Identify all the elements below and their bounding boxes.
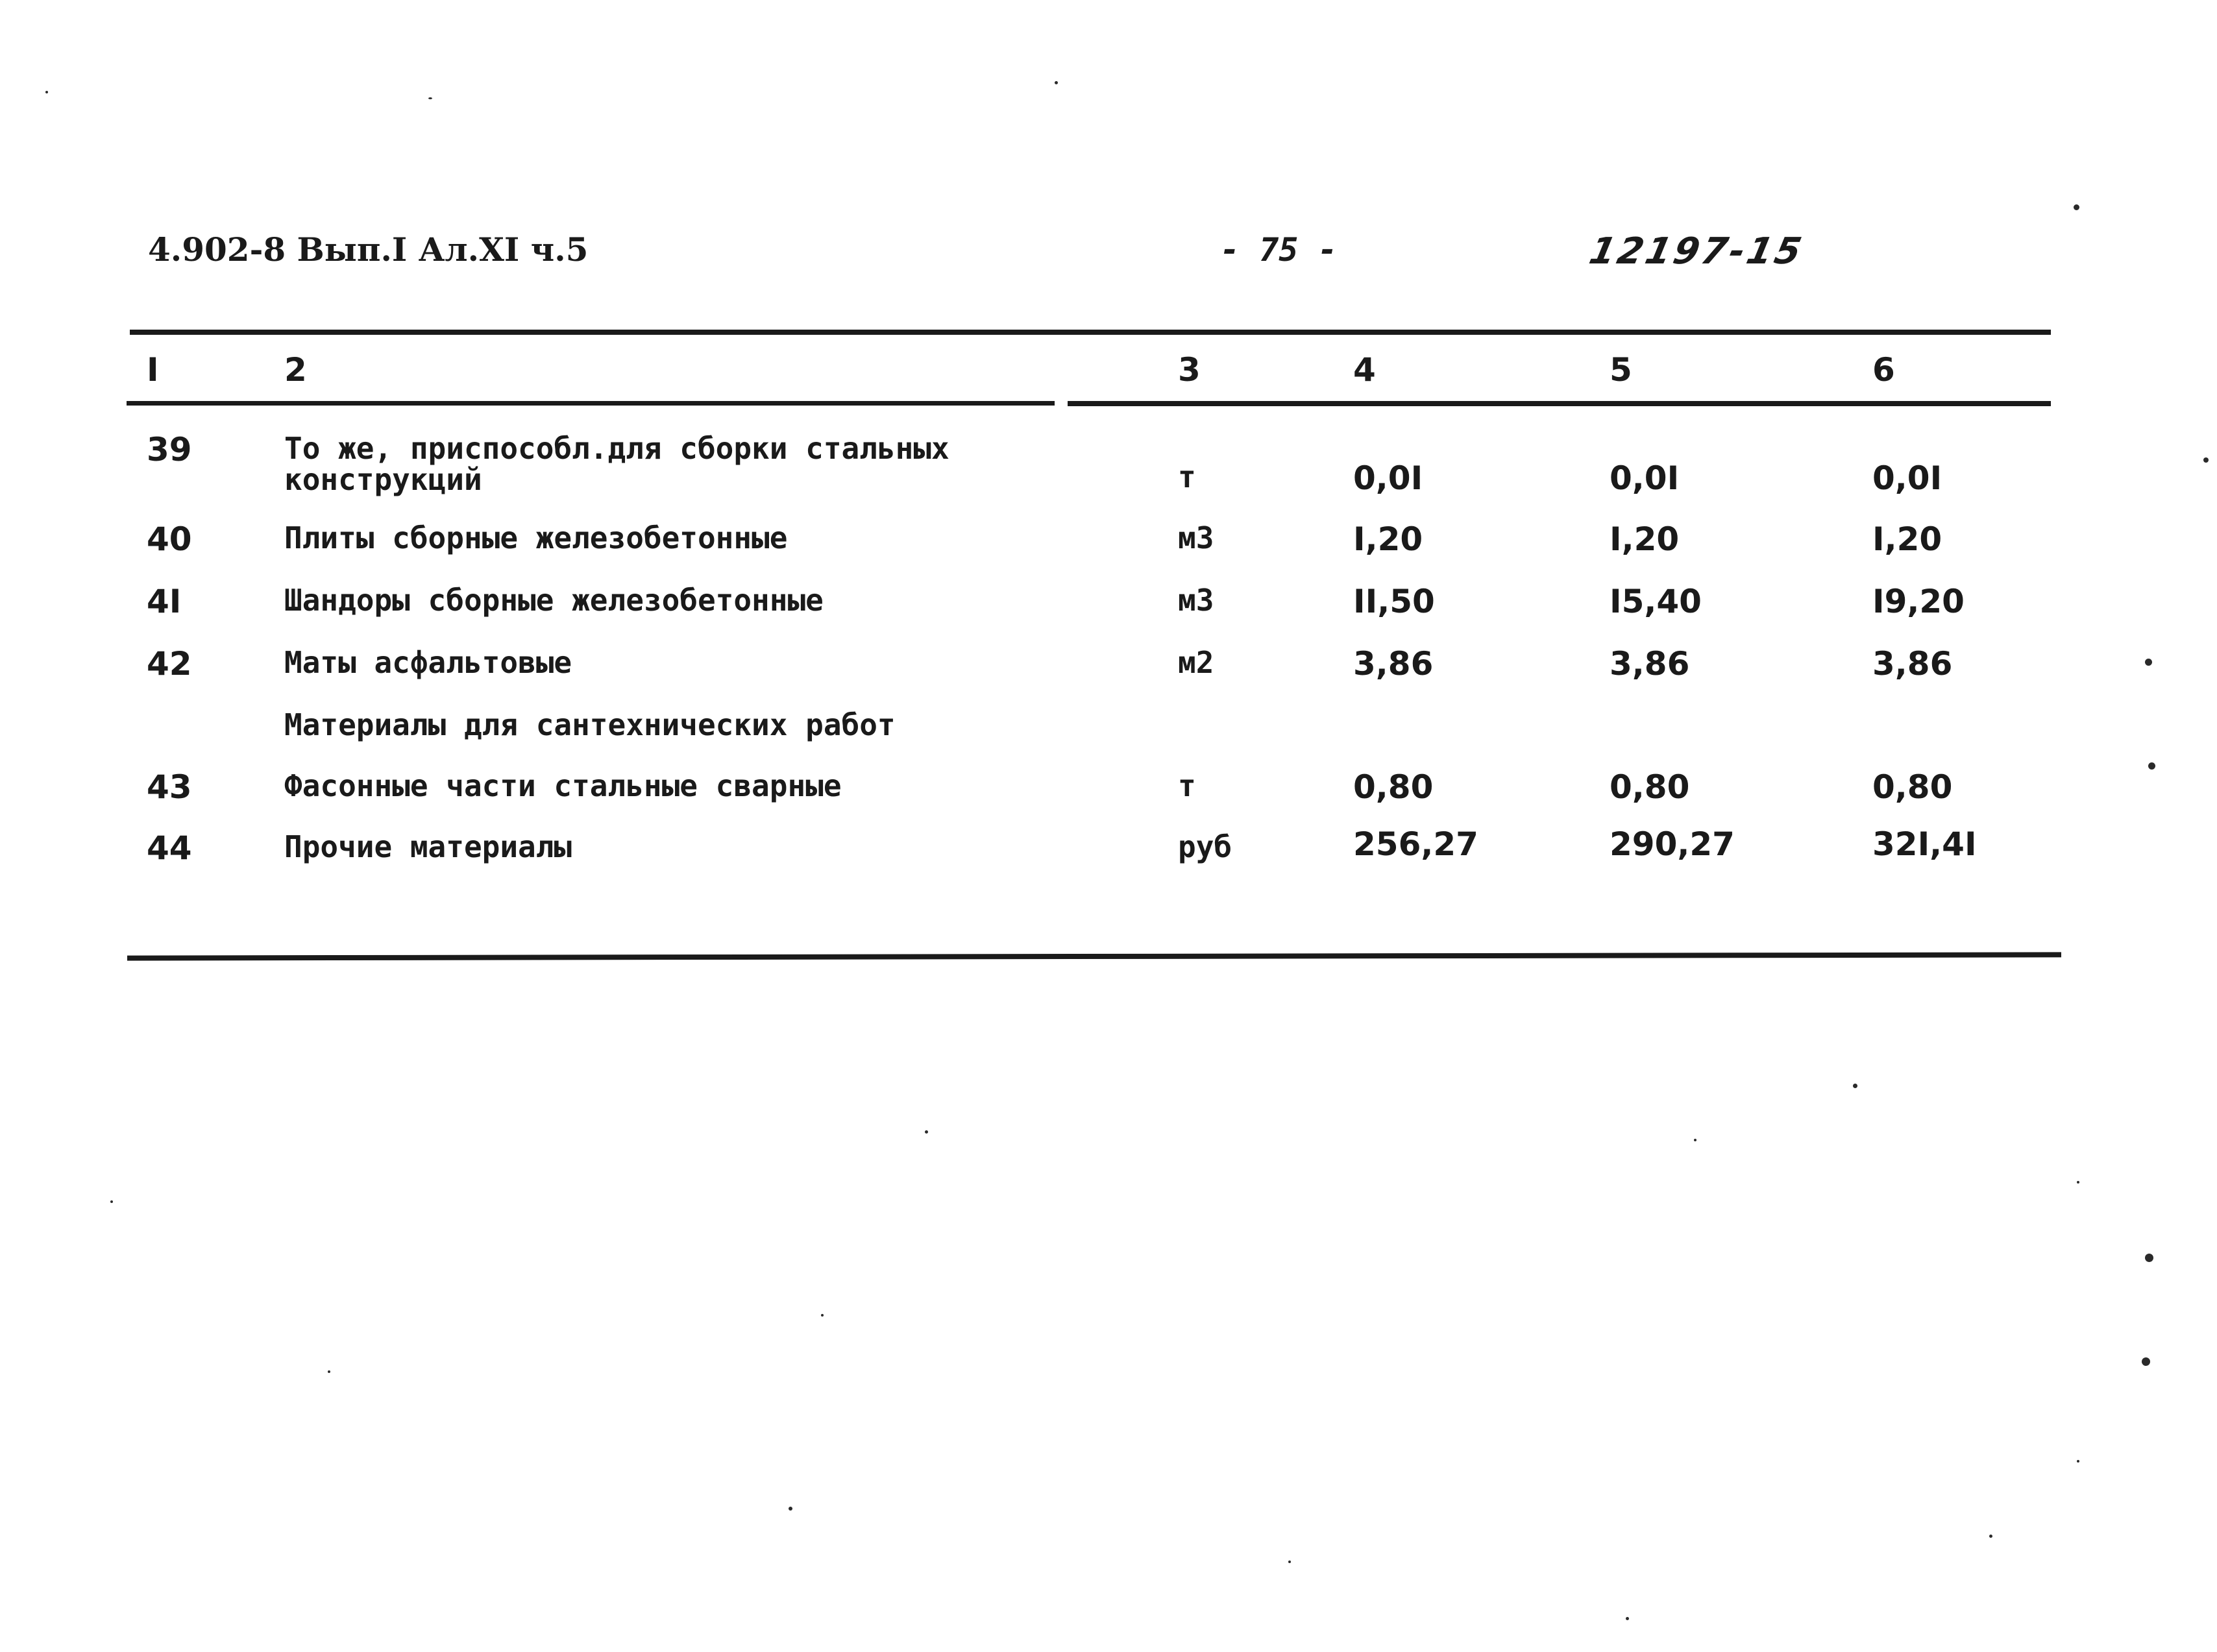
row-value-5: 0,0I	[1610, 459, 1680, 497]
column-header-6: 6	[1872, 351, 1895, 389]
row-value-6: I,20	[1872, 520, 1942, 558]
table-top-rule	[130, 330, 2051, 335]
row-value-4: I,20	[1353, 520, 1423, 558]
page-number: - 75 -	[1220, 231, 1338, 269]
row-name: То же, приспособл.для сборки стальных	[284, 431, 949, 466]
row-value-4: 0,80	[1353, 768, 1434, 806]
row-unit: м2	[1178, 645, 1214, 680]
row-name: Шандоры сборные железобетонные	[284, 583, 824, 618]
row-number: 40	[147, 520, 192, 558]
row-number: 42	[147, 645, 192, 683]
column-header-5: 5	[1610, 351, 1632, 389]
row-value-6: 0,80	[1872, 768, 1953, 806]
archive-number: 12197-15	[1586, 230, 1808, 273]
row-name: Фасонные части стальные сварные	[284, 768, 842, 803]
row-value-6: 32I,4I	[1872, 825, 1977, 863]
header-rule-left	[127, 401, 1055, 406]
column-header-2: 2	[284, 351, 307, 389]
row-value-6: 3,86	[1872, 645, 1953, 683]
row-unit: руб	[1178, 829, 1232, 864]
row-unit: м3	[1178, 520, 1214, 555]
row-value-5: I5,40	[1610, 583, 1702, 620]
table-bottom-rule	[127, 952, 2061, 960]
row-value-6: 0,0I	[1872, 459, 1942, 497]
row-name: Маты асфальтовые	[284, 645, 572, 680]
row-value-5: I,20	[1610, 520, 1680, 558]
row-number: 43	[147, 768, 192, 806]
row-value-4: 0,0I	[1353, 459, 1423, 497]
row-value-6: I9,20	[1872, 583, 1965, 620]
row-name: Прочие материалы	[284, 829, 572, 864]
row-unit: м3	[1178, 583, 1214, 618]
column-header-1: I	[147, 351, 159, 389]
row-number: 4I	[147, 583, 182, 620]
row-value-4: 3,86	[1353, 645, 1434, 683]
document-code: 4.902-8 Вып.I Ал.XI ч.5	[148, 230, 589, 269]
column-header-4: 4	[1353, 351, 1376, 389]
row-name: Плиты сборные железобетонные	[284, 520, 788, 555]
row-unit: т	[1178, 459, 1196, 494]
section-heading: Материалы для сантехнических работ	[284, 707, 896, 742]
header-rule-right	[1068, 401, 2051, 406]
row-value-4: II,50	[1353, 583, 1435, 620]
row-number: 44	[147, 829, 192, 867]
row-value-5: 0,80	[1610, 768, 1690, 806]
row-value-4: 256,27	[1353, 825, 1478, 863]
row-number: 39	[147, 431, 192, 468]
row-unit: т	[1178, 768, 1196, 803]
row-value-5: 3,86	[1610, 645, 1690, 683]
row-value-5: 290,27	[1610, 825, 1735, 863]
column-header-3: 3	[1178, 351, 1201, 389]
row-name-continuation: конструкций	[284, 462, 482, 497]
